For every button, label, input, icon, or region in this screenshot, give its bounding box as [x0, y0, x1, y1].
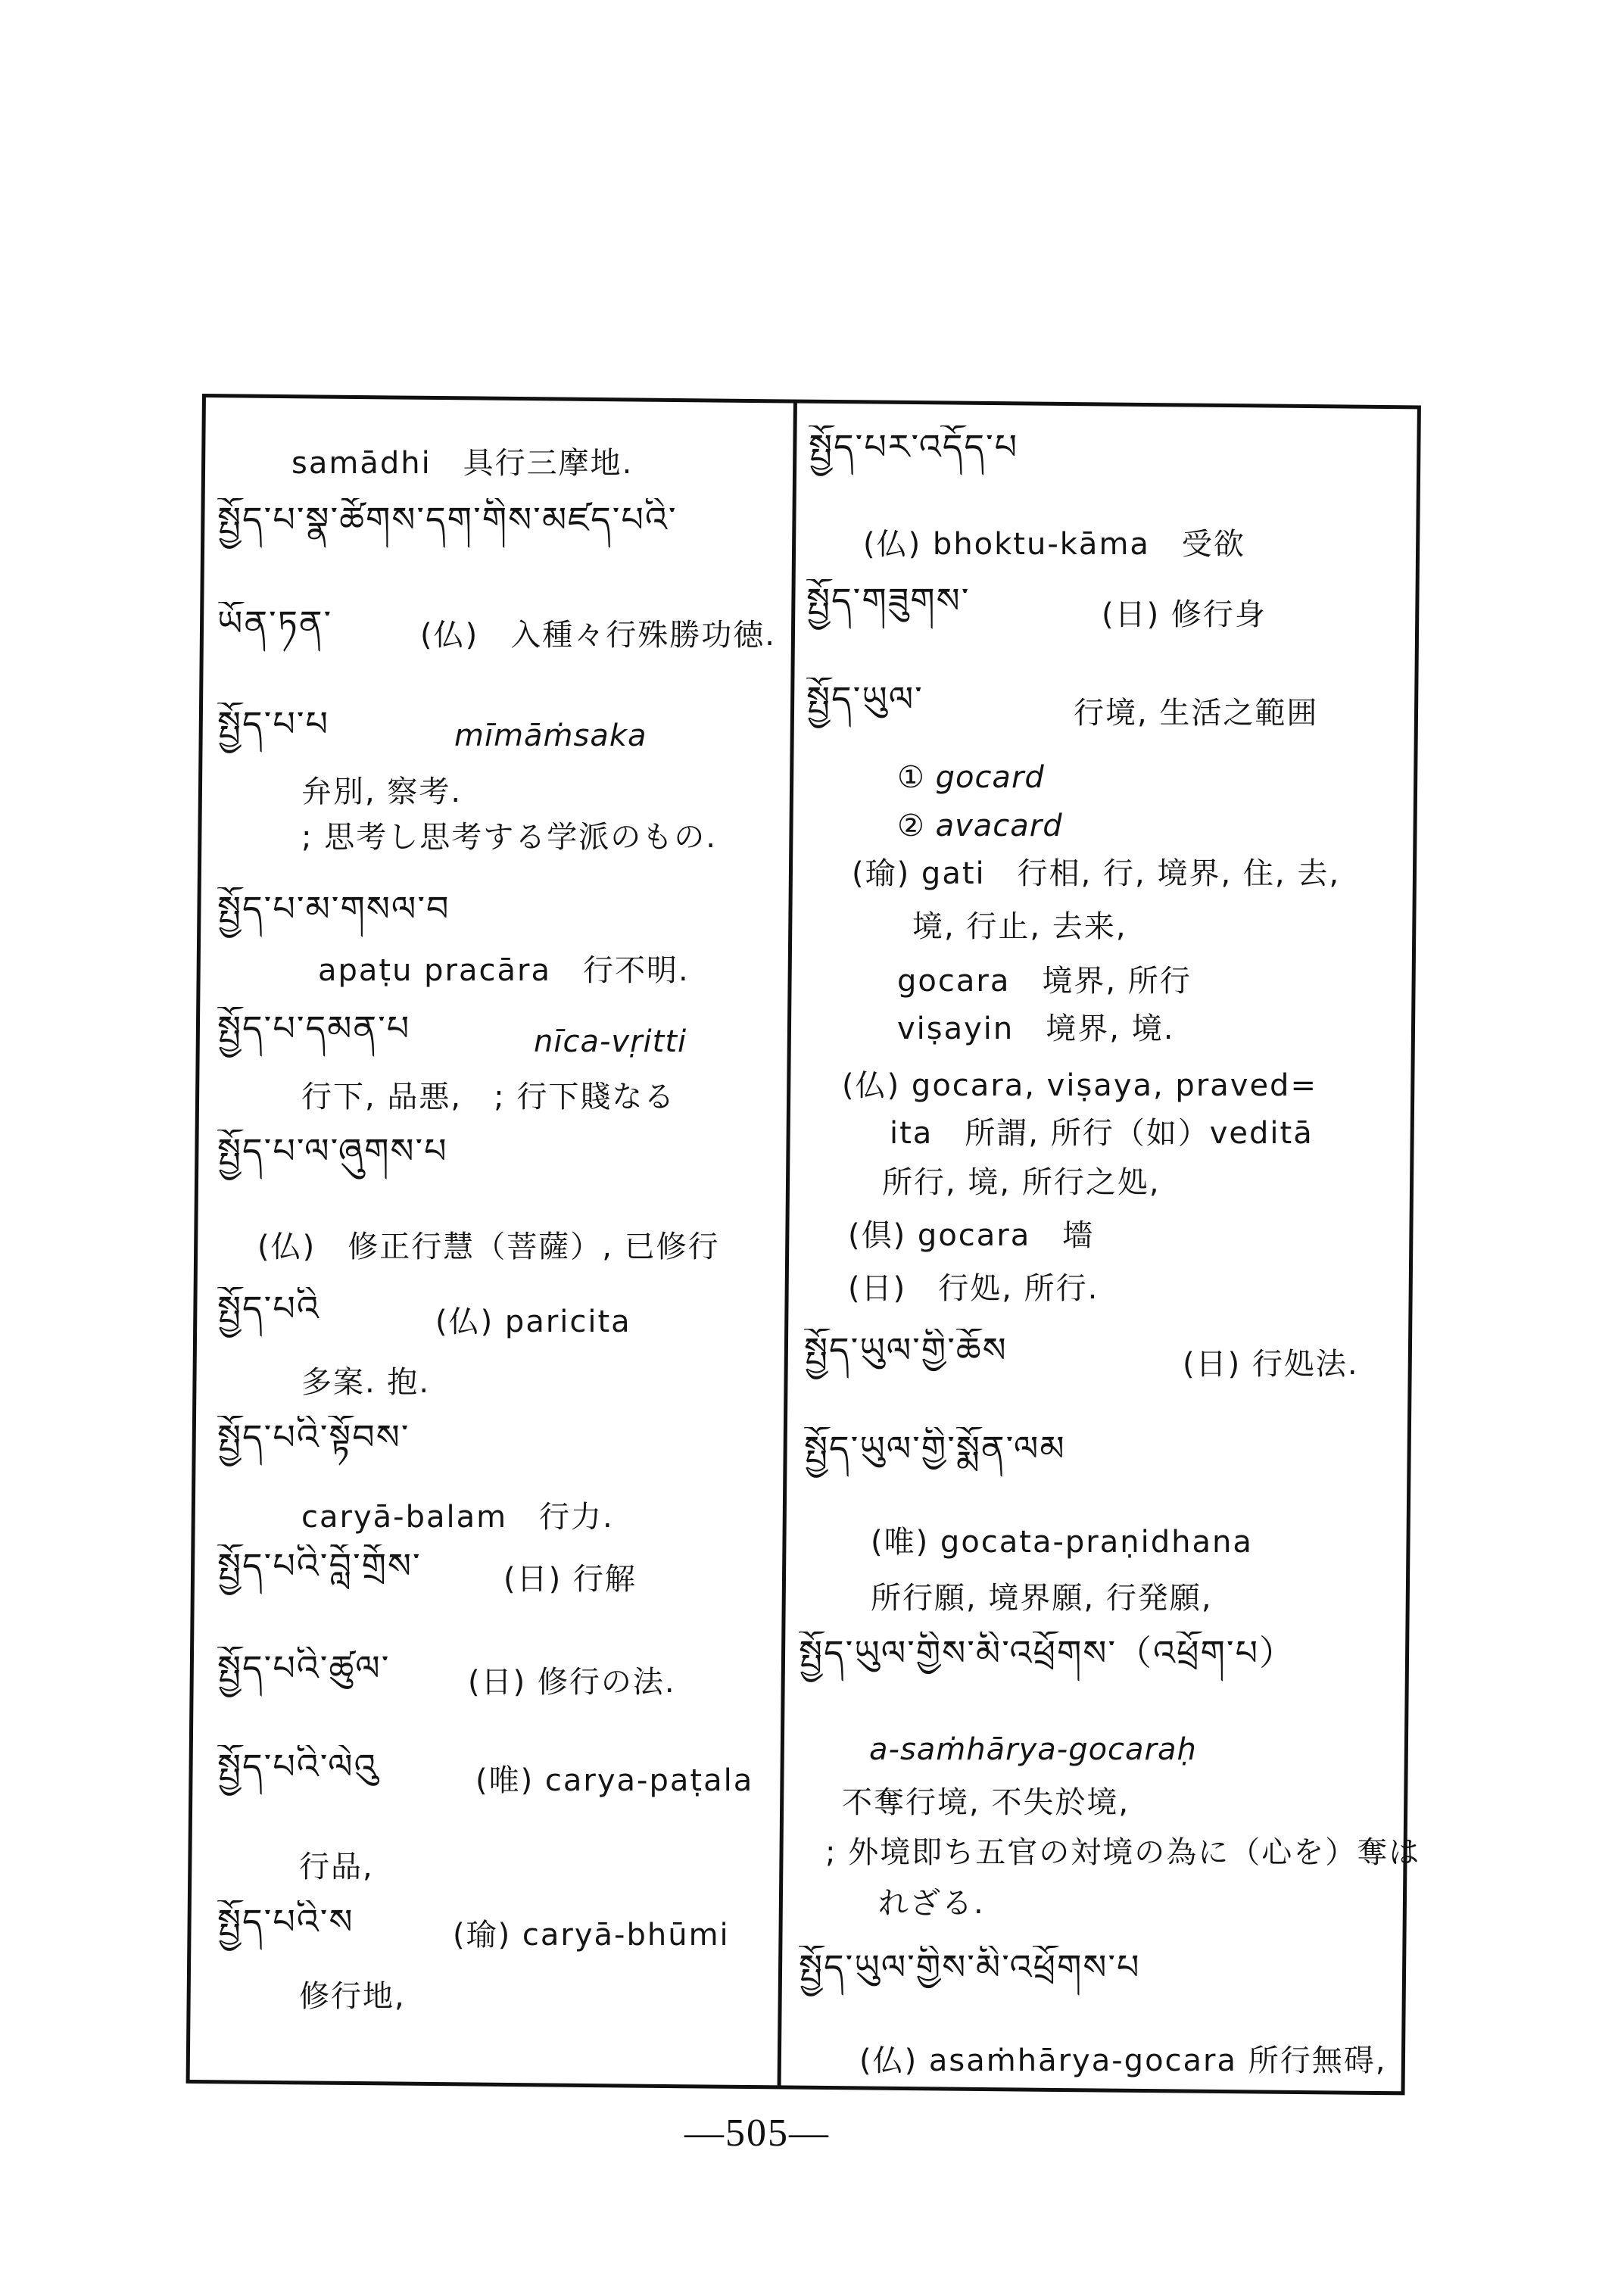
page-number: —505— — [684, 2112, 830, 2155]
tibetan-headword: སྤྱོད་པ་དམན་པ — [217, 1008, 411, 1049]
gloss-text: (瑜) gati 行相, 行, 境界, 住, 去, — [852, 856, 1341, 891]
sanskrit-term: ② avacard — [897, 809, 1063, 843]
tibetan-headword: སྤྱོད་པ་མ་གསལ་བ — [217, 888, 450, 929]
gloss-text: (唯) carya-paṭala — [475, 1763, 754, 1798]
gloss-text: (唯) gocata-praṇidhana — [871, 1525, 1253, 1560]
gloss-text: apaṭu pracāra 行不明. — [318, 953, 690, 988]
sanskrit-term: a-saṁhārya-gocaraḥ — [869, 1732, 1197, 1767]
sanskrit-term: nīca-vṛitti — [534, 1024, 687, 1059]
gloss-text: 境, 行止, 去来, — [912, 909, 1127, 944]
entry-text: samādhi 具行三摩地. — [291, 446, 634, 481]
gloss-text: 不奪行境, 不失於境, — [842, 1785, 1130, 1820]
tibetan-headword: སྤྱོད་པའི་སྟོབས་ — [217, 1417, 410, 1457]
gloss-text: (仏) bhoktu-kāma 受欲 — [863, 527, 1245, 562]
tibetan-headword: སྤྱོད་པ་སྣ་ཚོགས་དག་གིས་མཛད་པའི་ — [217, 499, 678, 540]
gloss-text: 弁別, 察考. — [301, 775, 463, 809]
tibetan-headword: ཡོན་ཏན་ — [217, 603, 333, 644]
tibetan-headword: སྤྱོད་ཡུལ་གྱི་ཆོས — [804, 1329, 1008, 1370]
gloss-text: (仏) 入種々行殊勝功徳. — [420, 618, 776, 653]
gloss-text: 所行願, 境界願, 行発願, — [871, 1581, 1213, 1616]
gloss-text: 多案. 抱. — [301, 1365, 431, 1400]
column-divider-line — [778, 403, 797, 2085]
gloss-text: (仏) paricita — [435, 1304, 631, 1339]
gloss-text: (日) 行解 — [503, 1562, 637, 1597]
gloss-text: 所行, 境, 所行之処, — [882, 1165, 1161, 1200]
gloss-text: 行下, 品悪, ; 行下賤なる — [301, 1080, 676, 1114]
gloss-text: (日) 行処, 所行. — [848, 1271, 1099, 1306]
gloss-text: caryā-balam 行力. — [301, 1500, 614, 1535]
gloss-text: ita 所謂, 所行（如）veditā — [890, 1116, 1314, 1151]
sanskrit-term: ① gocard — [897, 760, 1045, 795]
sanskrit-term: mīmāṁsaka — [454, 718, 647, 753]
gloss-text: (日) 修行の法. — [468, 1665, 676, 1700]
gloss-text: 行境, 生活之範囲 — [1074, 696, 1319, 731]
gloss-text: れざる. — [878, 1886, 985, 1921]
tibetan-headword: སྤྱོད་ཡུལ་གྱིས་མི་འཕྲོགས་པ — [799, 1946, 1141, 1987]
tibetan-headword: སྤྱོད་པ་པ — [217, 703, 329, 744]
gloss-text: (仏) gocara, viṣaya, praved= — [842, 1068, 1317, 1103]
gloss-text: viṣayin 境界, 境. — [897, 1011, 1175, 1046]
gloss-text: (日) 行処法. — [1183, 1347, 1359, 1382]
gloss-text: gocara 境界, 所行 — [897, 964, 1192, 999]
tibetan-headword: སྤྱོད་པའི་ཚུལ་ — [217, 1647, 391, 1688]
gloss-text: (仏) 修正行慧（菩薩）, 已修行 — [257, 1230, 720, 1264]
tibetan-headword: སྤྱོད་པ་ལ་ཞུགས་པ — [217, 1130, 448, 1171]
tibetan-headword: སྤྱོད་པའི་ལེའུ — [217, 1746, 379, 1787]
tibetan-headword: སྤྱོད་པའི་བློ་གྲོས་ — [217, 1545, 422, 1586]
tibetan-headword: སྤྱོད་པའི་ས — [217, 1901, 354, 1942]
gloss-text: ; 外境即ち五官の対境の為に（心を）奪は — [825, 1835, 1421, 1870]
gloss-text: ; 思考し思考する学派のもの. — [301, 820, 717, 855]
tibetan-headword: སྤྱོད་ཡུལ་ — [806, 678, 924, 719]
tibetan-headword: སྤྱོད་པར་འདོད་པ — [809, 426, 1019, 467]
gloss-text: (日) 修行身 — [1102, 597, 1267, 632]
tibetan-headword: སྤྱོད་ཡུལ་གྱི་སྨོན་ལམ — [804, 1428, 1066, 1469]
tibetan-headword: སྤྱོད་གཟུགས་ — [806, 580, 971, 621]
gloss-text: (仏) asaṁhārya-gocara 所行無碍, — [859, 2043, 1387, 2078]
tibetan-headword: སྤྱོད་ཡུལ་གྱིས་མི་འཕྲོགས་（འཕྲོག་པ） — [799, 1632, 1296, 1673]
tibetan-headword: སྤྱོད་པའི — [217, 1288, 320, 1329]
gloss-text: (瑜) caryā-bhūmi — [453, 1918, 730, 1953]
gloss-text: 行品, — [299, 1850, 374, 1884]
gloss-text: 修行地, — [299, 1979, 406, 2014]
gloss-text: (倶) gocara 墻 — [848, 1218, 1095, 1253]
